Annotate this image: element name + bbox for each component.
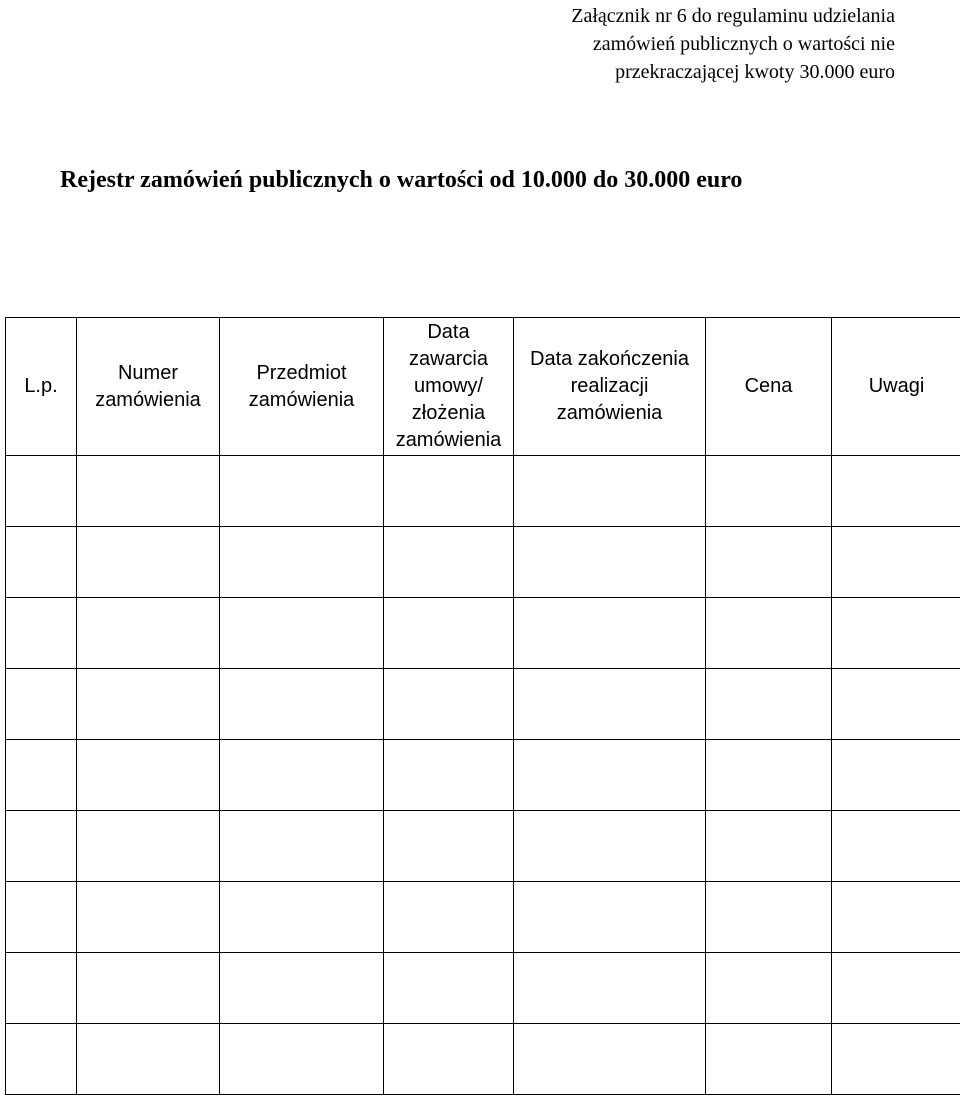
- table-row: [6, 740, 960, 811]
- table-row: [6, 598, 960, 669]
- table-cell[interactable]: [384, 456, 514, 527]
- table-cell[interactable]: [6, 598, 77, 669]
- table-cell[interactable]: [832, 527, 960, 598]
- attachment-note-line: przekraczającej kwoty 30.000 euro: [615, 61, 895, 83]
- table-cell[interactable]: [6, 740, 77, 811]
- header-line: zamówienia: [556, 402, 663, 424]
- table-cell[interactable]: [384, 811, 514, 882]
- table-cell[interactable]: [77, 740, 220, 811]
- table-cell[interactable]: [384, 882, 514, 953]
- table-cell[interactable]: [832, 1024, 960, 1095]
- table-cell[interactable]: [384, 527, 514, 598]
- table-cell[interactable]: [514, 740, 706, 811]
- header-data-zawarcia: [384, 318, 514, 456]
- table-cell[interactable]: [832, 456, 960, 527]
- table-cell[interactable]: [384, 669, 514, 740]
- table-cell[interactable]: [384, 1024, 514, 1095]
- header-lp-label: L.p.: [24, 375, 58, 397]
- table-cell[interactable]: [832, 953, 960, 1024]
- header-przedmiot-zamowienia: [220, 318, 384, 456]
- table-cell[interactable]: [514, 456, 706, 527]
- table-cell[interactable]: [77, 1024, 220, 1095]
- header-uwagi: [832, 318, 960, 456]
- header-line: realizacji: [570, 375, 649, 397]
- table-cell[interactable]: [514, 669, 706, 740]
- header-label: [396, 319, 502, 454]
- table-cell[interactable]: [514, 1024, 706, 1095]
- table-cell[interactable]: [384, 598, 514, 669]
- register-table: [5, 317, 960, 1095]
- table-cell[interactable]: [706, 456, 832, 527]
- table-cell[interactable]: [384, 953, 514, 1024]
- header-label: [249, 360, 355, 414]
- table-row: [6, 456, 960, 527]
- attachment-note-line: zamówień publicznych o wartości nie: [592, 33, 895, 55]
- header-line: zamówienia: [95, 388, 201, 411]
- table-row: [6, 882, 960, 953]
- table-cell[interactable]: [6, 882, 77, 953]
- table-cell[interactable]: [77, 882, 220, 953]
- table-cell[interactable]: [6, 1024, 77, 1095]
- table-body: [6, 456, 960, 1095]
- table-cell[interactable]: [706, 1024, 832, 1095]
- table-cell[interactable]: [77, 598, 220, 669]
- table-cell[interactable]: [706, 811, 832, 882]
- table-cell[interactable]: [832, 882, 960, 953]
- table-cell[interactable]: [384, 740, 514, 811]
- table-cell[interactable]: [220, 527, 384, 598]
- table-cell[interactable]: [220, 953, 384, 1024]
- header-line: Numer: [117, 361, 178, 384]
- table-cell[interactable]: [832, 598, 960, 669]
- table-cell[interactable]: [514, 527, 706, 598]
- table-cell[interactable]: [832, 811, 960, 882]
- table-row: [6, 1024, 960, 1095]
- table-cell[interactable]: [514, 882, 706, 953]
- header-lp: [6, 318, 77, 456]
- header-numer-zamowienia: [77, 318, 220, 456]
- header-cena-label: Cena: [744, 375, 793, 397]
- table-cell[interactable]: [220, 1024, 384, 1095]
- table-cell[interactable]: [832, 669, 960, 740]
- header-line: Przedmiot: [256, 361, 347, 384]
- table-cell[interactable]: [706, 953, 832, 1024]
- header-line: zamówienia: [248, 388, 355, 411]
- header-cena: [706, 318, 832, 456]
- table-cell[interactable]: [220, 882, 384, 953]
- attachment-note: [475, 2, 895, 86]
- header-data-zakonczenia: [514, 318, 706, 456]
- table-cell[interactable]: [706, 527, 832, 598]
- header-label: [95, 360, 201, 414]
- table-cell[interactable]: [6, 669, 77, 740]
- header-label: [530, 346, 689, 427]
- table-cell[interactable]: [832, 740, 960, 811]
- table-cell[interactable]: [77, 811, 220, 882]
- header-line: zawarcia: [409, 348, 488, 370]
- table-row: [6, 527, 960, 598]
- table-row: [6, 811, 960, 882]
- table-cell[interactable]: [220, 598, 384, 669]
- table-cell[interactable]: [514, 811, 706, 882]
- table-cell[interactable]: [514, 953, 706, 1024]
- table-cell[interactable]: [220, 669, 384, 740]
- table-cell[interactable]: [77, 953, 220, 1024]
- header-line: Data: [427, 321, 470, 343]
- header-line: Data zakończenia: [530, 348, 689, 370]
- table-cell[interactable]: [706, 598, 832, 669]
- header-uwagi-label: Uwagi: [868, 375, 925, 397]
- table-cell[interactable]: [706, 740, 832, 811]
- table-cell[interactable]: [77, 669, 220, 740]
- table-cell[interactable]: [6, 811, 77, 882]
- table-cell[interactable]: [220, 740, 384, 811]
- table-row: [6, 953, 960, 1024]
- table-cell[interactable]: [220, 456, 384, 527]
- table-cell[interactable]: [77, 456, 220, 527]
- table-header-row: [6, 318, 960, 456]
- table-row: [6, 669, 960, 740]
- attachment-note-line: Załącznik nr 6 do regulaminu udzielania: [571, 5, 895, 27]
- table-cell[interactable]: [77, 527, 220, 598]
- table-cell[interactable]: [706, 882, 832, 953]
- table-cell[interactable]: [6, 527, 77, 598]
- table-cell[interactable]: [514, 598, 706, 669]
- document-title: Rejestr zamówień publicznych o wartości od 10.000 do 30.000 euro: [60, 167, 743, 193]
- table-cell[interactable]: [6, 953, 77, 1024]
- header-line: złożenia: [411, 402, 486, 424]
- table-cell[interactable]: [220, 811, 384, 882]
- table-cell[interactable]: [706, 669, 832, 740]
- header-line: umowy/: [414, 375, 483, 397]
- table-cell[interactable]: [6, 456, 77, 527]
- header-line: zamówienia: [395, 429, 502, 451]
